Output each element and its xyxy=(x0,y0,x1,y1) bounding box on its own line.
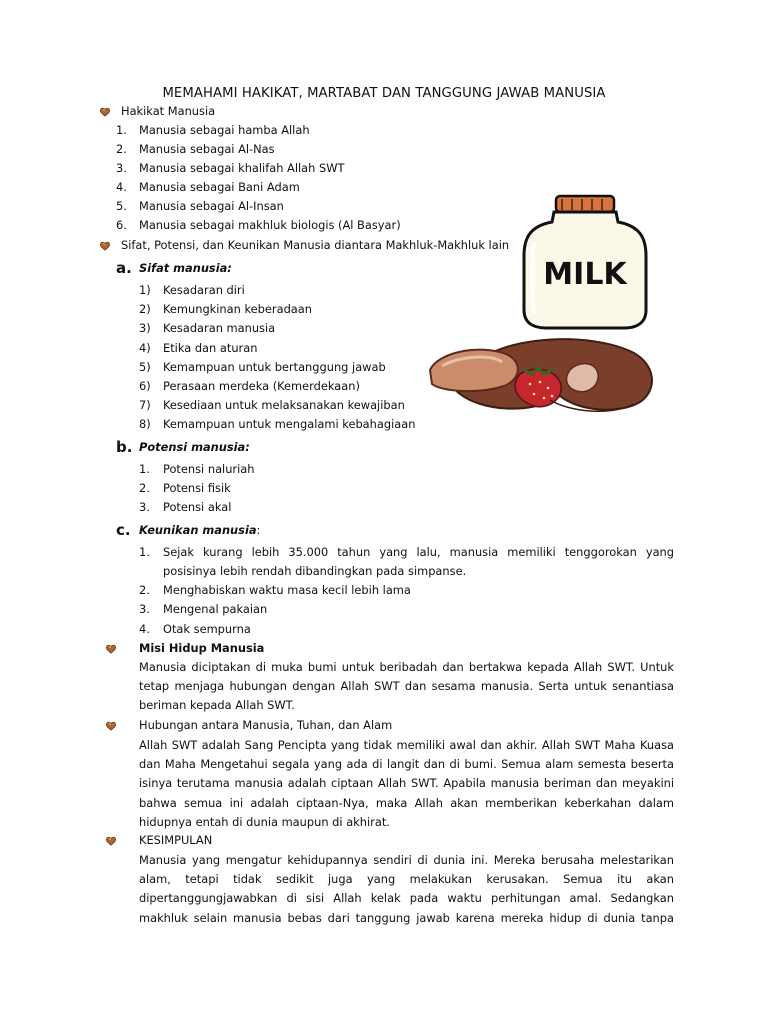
list-item: Potensi naluriah xyxy=(163,462,255,476)
list-number: 2) xyxy=(139,302,151,316)
list-number: 4. xyxy=(116,180,127,194)
section-heading-sifat-potensi: Sifat, Potensi, dan Keunikan Manusia diantara Makhluk-Makhluk lain xyxy=(121,238,510,252)
list-item: Potensi akal xyxy=(163,500,232,514)
list-number: 1. xyxy=(139,462,150,476)
list-item: Kemungkinan keberadaan xyxy=(163,302,312,316)
list-item: Manusia sebagai Al-Nas xyxy=(139,142,275,156)
list-number: 7) xyxy=(139,398,151,412)
list-number: 6. xyxy=(116,218,127,232)
list-letter: b. xyxy=(116,438,133,456)
list-item: Kemampuan untuk bertanggung jawab xyxy=(163,360,386,374)
section-heading-misi: Misi Hidup Manusia xyxy=(139,641,265,655)
list-number: 1. xyxy=(116,123,127,137)
subheading-keunikan-text: Keunikan manusia xyxy=(139,523,257,537)
list-number: 5) xyxy=(139,360,151,374)
subheading-potensi: Potensi manusia: xyxy=(139,440,250,454)
list-number: 1. xyxy=(139,545,150,559)
heart-bullet-icon xyxy=(106,644,116,654)
milk-label: MILK xyxy=(543,257,627,292)
list-item: Manusia sebagai hamba Allah xyxy=(139,123,310,137)
list-item: Kesadaran diri xyxy=(163,283,245,297)
list-item: Menghabiskan waktu masa kecil lebih lama xyxy=(163,583,411,597)
list-number: 3. xyxy=(139,500,150,514)
section-heading-hubungan: Hubungan antara Manusia, Tuhan, dan Alam xyxy=(139,718,393,732)
list-item: Sejak kurang lebih 35.000 tahun yang lalu, manusia memiliki tenggorokan yang xyxy=(163,545,674,559)
list-number: 3) xyxy=(139,321,151,335)
list-item: Manusia sebagai makhluk biologis (Al Basyar) xyxy=(139,218,401,232)
milk-jar-image xyxy=(520,190,650,330)
list-number: 3. xyxy=(139,602,150,616)
list-number: 6) xyxy=(139,379,151,393)
subheading-sifat: Sifat manusia: xyxy=(139,261,232,275)
heart-bullet-icon xyxy=(100,241,110,251)
list-item: Kemampuan untuk mengalami kebahagiaan xyxy=(163,417,416,431)
list-item: Etika dan aturan xyxy=(163,341,258,355)
list-letter: c. xyxy=(116,521,131,539)
paragraph-misi: Manusia diciptakan di muka bumi untuk beribadah dan bertakwa kepada Allah SWT. Untuk tetap menjaga hubungan dengan Allah SWT dan sesama manusia. Serta untuk senantiasa beriman kepada Allah SWT. xyxy=(139,660,674,713)
list-number: 2. xyxy=(139,481,150,495)
list-number: 2. xyxy=(139,583,150,597)
list-item: Mengenal pakaian xyxy=(163,602,268,616)
list-item-continuation: posisinya lebih rendah dibandingkan pada simpanse. xyxy=(163,564,467,578)
list-item: Kesediaan untuk melaksanakan kewajiban xyxy=(163,398,405,412)
list-item: Manusia sebagai khalifah Allah SWT xyxy=(139,161,345,175)
section-heading-kesimpulan: KESIMPULAN xyxy=(139,833,213,847)
list-item: Potensi fisik xyxy=(163,481,231,495)
page-title: MEMAHAMI HAKIKAT, MARTABAT DAN TANGGUNG JAWAB MANUSIA xyxy=(162,86,606,101)
heart-bullet-icon xyxy=(106,836,116,846)
list-item: Otak sempurna xyxy=(163,622,251,636)
paragraph-kesimpulan: Manusia yang mengatur kehidupannya sendiri di dunia ini. Mereka berusaha melestarikan alam, tetapi tidak sedikit juga yang melakukan kerusakan. Semua itu akan dipertanggungjawabkan di sisi Allah kelak pada waktu perhitungan amal. Sedangkan makhluk selain manusia bebas dari tanggung jawab karena mereka hidup di dunia tanpa xyxy=(139,853,674,925)
list-number: 5. xyxy=(116,199,127,213)
heart-bullet-icon xyxy=(106,721,116,731)
list-number: 8) xyxy=(139,417,151,431)
food-image xyxy=(420,330,660,430)
list-number: 2. xyxy=(116,142,127,156)
subheading-keunikan xyxy=(139,521,260,540)
list-number: 4. xyxy=(139,622,150,636)
list-item: Manusia sebagai Bani Adam xyxy=(139,180,300,194)
list-number: 4) xyxy=(139,341,151,355)
list-item: Manusia sebagai Al-Insan xyxy=(139,199,284,213)
subheading-keunikan-colon: : xyxy=(256,523,261,537)
list-item: Perasaan merdeka (Kemerdekaan) xyxy=(163,379,360,393)
section-heading-hakikat: Hakikat Manusia xyxy=(121,104,216,118)
heart-bullet-icon xyxy=(100,107,110,117)
list-letter: a. xyxy=(116,259,132,277)
list-number: 1) xyxy=(139,283,151,297)
paragraph-hubungan: Allah SWT adalah Sang Pencipta yang tidak memiliki awal dan akhir. Allah SWT Maha Kuasa dan Maha Mengetahui segala yang ada di langit dan di bumi. Semua alam semesta beserta isinya terutama manusia adalah ciptaan Allah SWT. Apabila manusia beriman dan meyakini bahwa semua ini adalah ciptaan-Nya, maka Allah akan memberikan keberkahan dalam hidupnya entah di dunia maupun di akhirat. xyxy=(139,738,674,829)
list-item: Kesadaran manusia xyxy=(163,321,276,335)
list-number: 3. xyxy=(116,161,127,175)
